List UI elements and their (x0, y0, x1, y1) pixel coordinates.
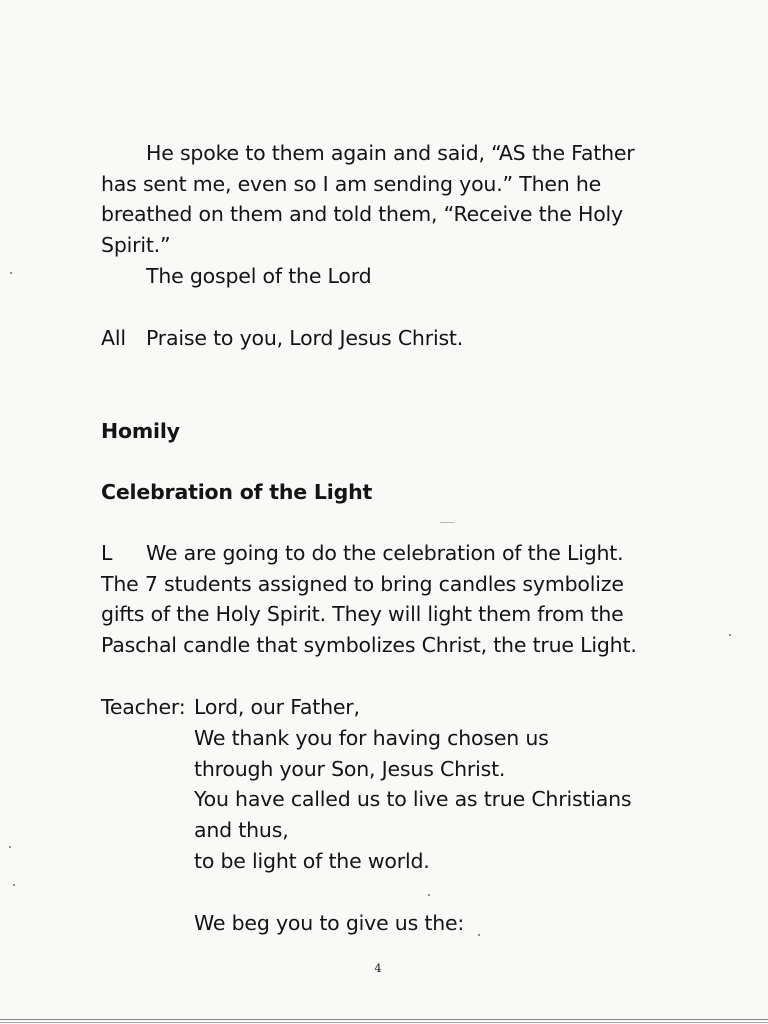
scan-edge-line-2 (0, 1022, 768, 1023)
celebration-heading: Celebration of the Light (101, 480, 373, 504)
response-text: Praise to you, Lord Jesus Christ. (146, 326, 464, 350)
scan-speck (478, 934, 480, 936)
scan-speck (9, 846, 11, 848)
gospel-line-2: has sent me, even so I am sending you.” Then he (101, 172, 602, 196)
leader-line-1: We are going to do the celebration of the Light. (146, 541, 624, 565)
teacher-line-6: to be light of the world. (194, 849, 430, 873)
gospel-line-4: Spirit.” (101, 233, 171, 257)
scan-speck (428, 894, 430, 896)
teacher-line-3: through your Son, Jesus Christ. (194, 757, 506, 781)
leader-line-3: gifts of the Holy Spirit. They will light them from the (101, 602, 624, 626)
gospel-line-3: breathed on them and told them, “Receive the Holy (101, 202, 623, 226)
teacher-speaker: Teacher: (101, 695, 186, 719)
leader-speaker: L (101, 541, 113, 565)
gospel-line-1: He spoke to them again and said, “AS the Father (146, 141, 635, 165)
leader-line-2: The 7 students assigned to bring candles symbolize (101, 572, 624, 596)
response-speaker: All (101, 326, 126, 350)
scan-edge-line (0, 1019, 768, 1020)
teacher-line-5: and thus, (194, 818, 289, 842)
leader-line-4: Paschal candle that symbolizes Christ, the true Light. (101, 633, 637, 657)
petition-intro: We beg you to give us the: (194, 911, 465, 935)
teacher-line-4: You have called us to live as true Christians (194, 787, 632, 811)
homily-heading: Homily (101, 419, 180, 443)
scan-speck (10, 272, 12, 274)
teacher-line-2: We thank you for having chosen us (194, 726, 549, 750)
scan-smudge (440, 522, 454, 523)
scan-speck (13, 884, 15, 886)
gospel-closing: The gospel of the Lord (146, 264, 372, 288)
teacher-line-1: Lord, our Father, (194, 695, 360, 719)
page-number: 4 (374, 962, 382, 975)
scan-speck (729, 634, 731, 636)
